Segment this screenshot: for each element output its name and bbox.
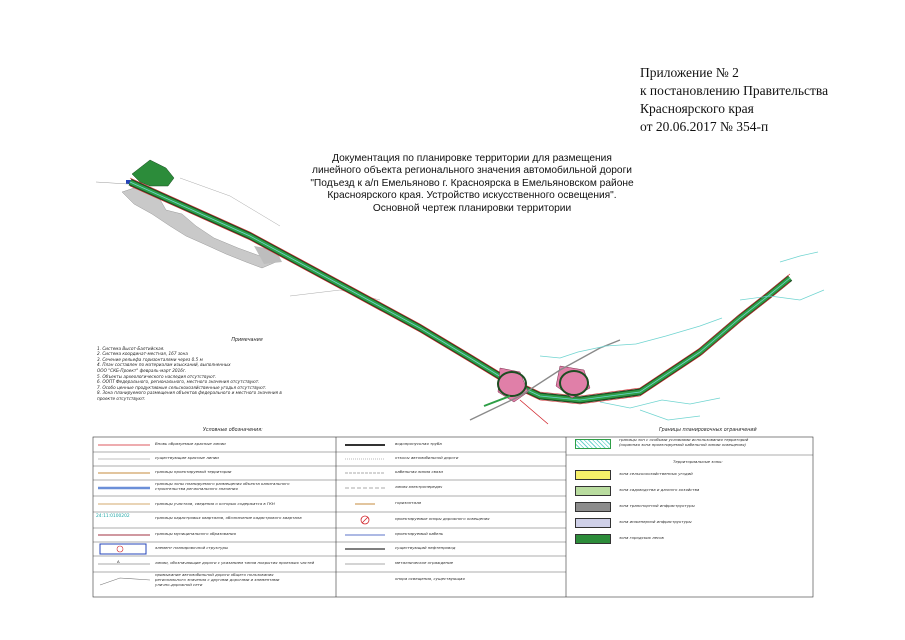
legend-label: улично-дорожной сети [155, 582, 203, 587]
legend-label: существующие красные линии [155, 455, 219, 460]
legend-label: Территориальные зоны: [673, 459, 723, 464]
legend-label: границы муниципального образования [155, 531, 236, 536]
appendix-line-4: от 20.06.2017 № 354-п [640, 119, 769, 134]
water-5 [780, 252, 818, 262]
cadastral-code: 24:11:0100202 [96, 514, 130, 519]
note-item: 2. Система координат-местная, 167 зона [97, 351, 188, 357]
note-item: 7. Особо ценные продуктивные сельскохозяйственные угодья отсутствуют. [97, 384, 267, 390]
gray-line-1 [96, 182, 128, 184]
legend-label: откосы автомобильной дороги [395, 455, 459, 460]
legend-label: линия электропередач [395, 484, 443, 489]
water-2 [600, 398, 720, 408]
title-line-3: "Подъезд к а/п Емельяново г. Красноярска в Емельяновском районе [310, 177, 634, 189]
red-spur [520, 400, 548, 424]
legend-label: металлическое ограждение [395, 560, 454, 565]
appendix-line-2: к постановлению Правительства [640, 83, 829, 98]
title-line-1: Документация по планировке территории для размещения [332, 153, 612, 164]
green-spur [484, 396, 510, 406]
legend-label: строительства регионального значения [155, 486, 238, 491]
legend-label: границы зон с особыми условиями использования территорий [619, 437, 749, 442]
note-item: 8. Зона планируемого размещения объектов федерального и местного значения в [97, 390, 282, 396]
legend-label: водопропускная труба [395, 441, 442, 446]
note-item: 5. Объекты археологического наследия отсутствуют. [97, 373, 217, 379]
legend-heading-right: Границы планировочных ограничений [659, 428, 757, 433]
settlement-area [122, 186, 276, 268]
legend-label: (охранная зона проектируемой кабельной линии освещения) [619, 442, 746, 447]
water-3 [640, 410, 700, 420]
legend-label: горизонтали [395, 500, 422, 505]
legend-label: кабельная линия связи [395, 469, 443, 474]
note-item: 3. Сечение рельефа горизонталями через 0.5 м [97, 356, 203, 362]
legend [93, 428, 813, 596]
legend-label: границы кадастровых кварталов, обозначение кадастрового квартала [155, 515, 302, 520]
swatch-forest [575, 534, 611, 544]
note-item: 4. План составлен по материалам изысканий, выполненных [97, 362, 231, 368]
legend-heading-left: Условные обозначения: [203, 428, 263, 433]
legend-label: линии, обозначающие дороги с указанием типов покрытия проезжих частей [155, 560, 315, 565]
legend-label: проектируемый кабель [395, 531, 444, 536]
note-item: 1. Система Высот-Балтийская. [97, 345, 165, 351]
notes-heading: Примечания [231, 338, 263, 343]
water-4 [740, 290, 824, 300]
legend-label: опора освещения, существующая [395, 576, 465, 581]
legend-label: существующий нефтепровод [395, 545, 456, 550]
legend-label: Вновь образуемые красные линии [155, 441, 226, 446]
legend-label: зона садоводства и дачного хозяйства [619, 487, 700, 492]
swatch-engineering [575, 518, 611, 528]
legend-label: зона инженерной инфраструктуры [619, 519, 692, 524]
note-item: 6. ООПТ Федерального, регионального, местного значения отсутствуют. [97, 379, 260, 385]
appendix-line-3: Красноярского края [640, 101, 754, 116]
symbol-a: A [117, 559, 120, 564]
title-line-2: линейного объекта регионального значения автомобильной дороги [312, 165, 632, 177]
appendix-line-1: Приложение № 2 [640, 65, 739, 80]
legend-label: зона городских лесов [619, 535, 664, 540]
swatch-agricultural [575, 470, 611, 480]
legend-label: регионального значения с другими дорогами и элементами [155, 577, 280, 582]
note-item: ООО "СКБ-Проект" февраль-март 2016г. [97, 367, 187, 373]
legend-label: примыкание автомобильной дороги общего пользования [155, 572, 274, 577]
title-line-5: Основной чертеж планировки территории [372, 202, 572, 214]
legend-label: проектируемые опоры дорожного освещения [395, 516, 490, 521]
notes-block [97, 338, 357, 402]
title-line-4: Красноярского края. Устройство искусственного освещения". [327, 190, 617, 202]
note-item: проекте отсутствуют. [97, 395, 146, 401]
swatch-transport [575, 502, 611, 512]
swatch-protection-zone [575, 439, 611, 449]
legend-label: зона сельскохозяйственных угодий [619, 471, 693, 476]
legend-label: границы зоны планируемого размещения объекта капитального [155, 481, 290, 486]
legend-label: элемент планировочной структуры [155, 545, 229, 550]
legend-label: границы участков, сведения о которых содержатся в ГКН [155, 501, 275, 506]
swatch-gardening [575, 486, 611, 496]
legend-label: границы проектируемой территории [155, 469, 232, 474]
gray-line-2 [180, 178, 280, 226]
legend-label: зона транспортной инфраструктуры [619, 503, 695, 508]
crossing-road [470, 340, 620, 420]
